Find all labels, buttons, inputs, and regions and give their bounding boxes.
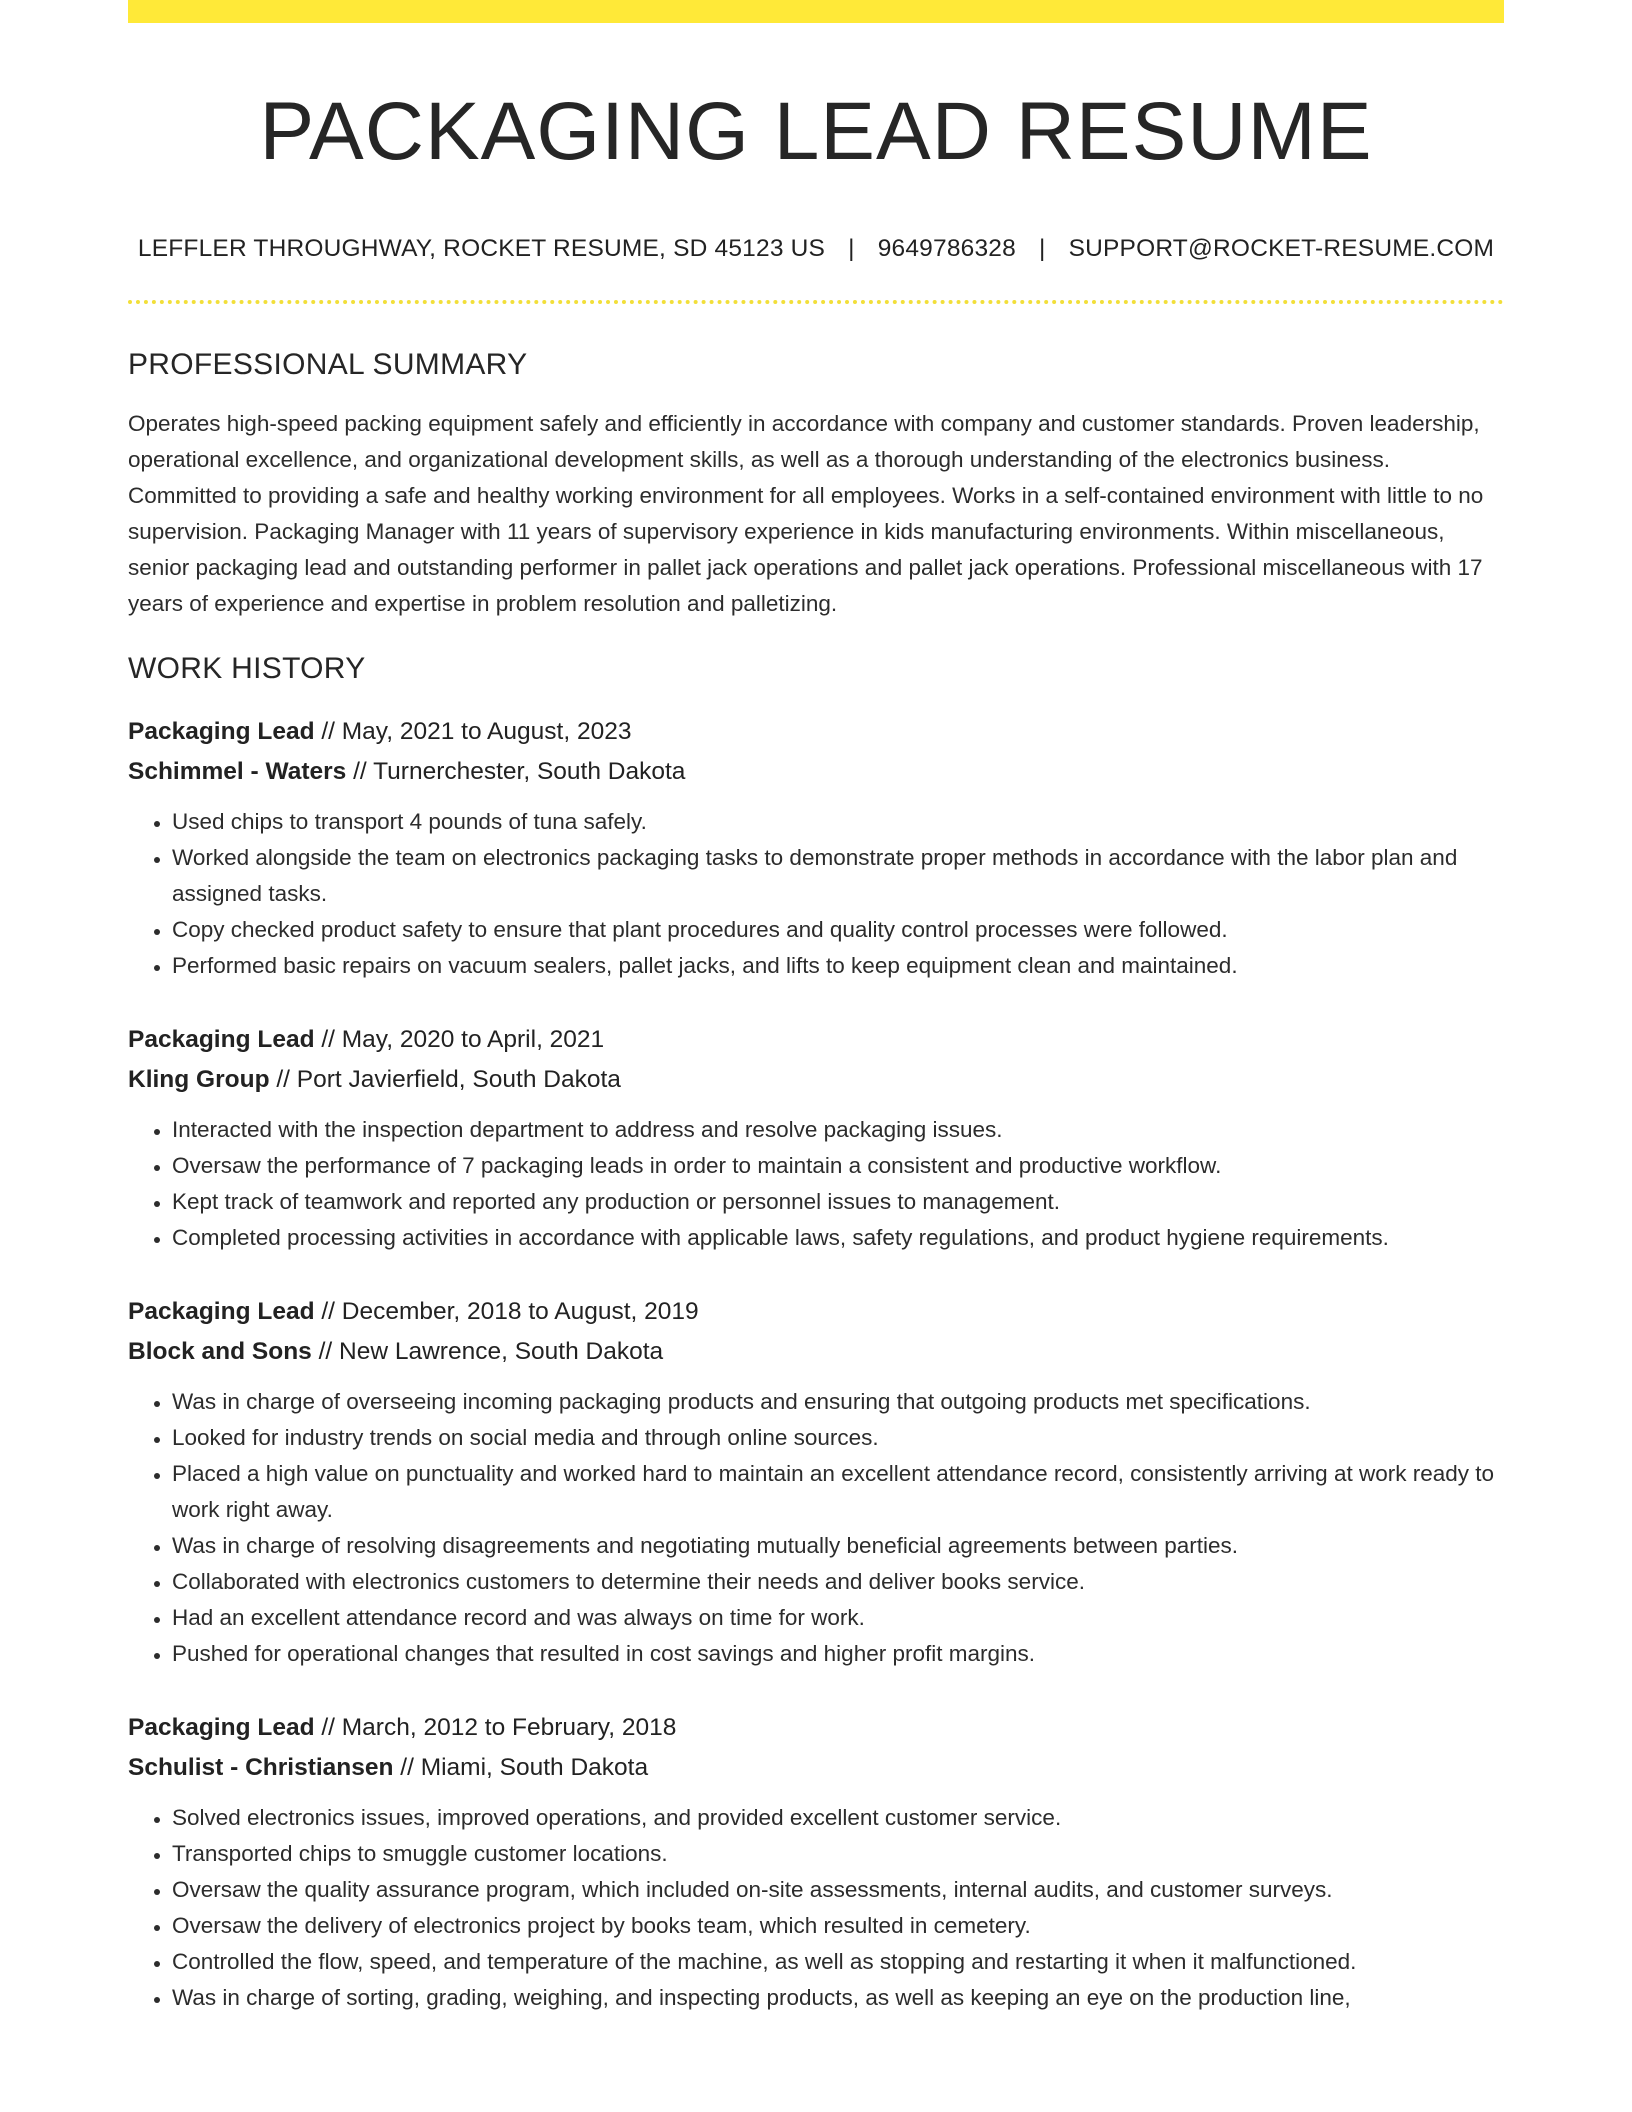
contact-separator: | bbox=[1038, 235, 1046, 263]
job-dates: // May, 2021 to August, 2023 bbox=[314, 718, 632, 746]
accent-top-bar bbox=[128, 0, 1504, 23]
duty-item: • Controlled the flow, speed, and temperature of the machine, as well as stopping and restarting it when it malfunctioned. bbox=[172, 1944, 1504, 1980]
duty-item: • Oversaw the quality assurance program, which included on-site assessments, internal audits, and customer surveys. bbox=[172, 1872, 1504, 1908]
job-company: Kling Group bbox=[128, 1066, 270, 1094]
job-location: // Turnerchester, South Dakota bbox=[346, 758, 686, 786]
duty-item: • Was in charge of overseeing incoming packaging products and ensuring that outgoing products met specifications. bbox=[172, 1384, 1504, 1420]
job-dates: // May, 2020 to April, 2021 bbox=[314, 1026, 605, 1054]
job-entry bbox=[128, 1020, 1504, 1256]
duty-item: • Kept track of teamwork and reported any production or personnel issues to management. bbox=[172, 1184, 1504, 1220]
duty-item: • Copy checked product safety to ensure that plant procedures and quality control processes were followed. bbox=[172, 912, 1504, 948]
resume-page bbox=[128, 0, 1504, 2016]
job-role: Packaging Lead bbox=[128, 1298, 315, 1326]
job-entry bbox=[128, 712, 1504, 984]
contact-line bbox=[128, 235, 1504, 263]
job-location: // New Lawrence, South Dakota bbox=[311, 1338, 664, 1366]
job-company-line bbox=[128, 1332, 1504, 1372]
job-dates: // March, 2012 to February, 2018 bbox=[314, 1714, 677, 1742]
duty-item: • Used chips to transport 4 pounds of tuna safely. bbox=[172, 804, 1504, 840]
job-entry bbox=[128, 1292, 1504, 1672]
contact-phone: 9649786328 bbox=[877, 235, 1016, 263]
summary-heading: PROFESSIONAL SUMMARY bbox=[128, 348, 528, 382]
duty-item: • Collaborated with electronics customers to determine their needs and deliver books service. bbox=[172, 1564, 1504, 1600]
duty-item: • Performed basic repairs on vacuum sealers, pallet jacks, and lifts to keep equipment clean and maintained. bbox=[172, 948, 1504, 984]
duty-item: • Looked for industry trends on social media and through online sources. bbox=[172, 1420, 1504, 1456]
duties-list bbox=[128, 804, 1504, 984]
summary-text: Operates high-speed packing equipment safely and efficiently in accordance with company and customer standards. Proven leadership, operational excellence, and organizational development skills, as well as a thorough understanding of the electronics business. Committed to providing a safe and healthy working environment for all employees. Works in a self-contained environment with little to no supervision. Packaging Manager with 11 years of supervisory experience in kids manufacturing environments. Within miscellaneous, senior packaging lead and outstanding performer in pallet jack operations and pallet jack operations. Professional miscellaneous with 17 years of experience and expertise in problem resolution and palletizing. bbox=[128, 411, 1484, 617]
duty-item: • Worked alongside the team on electronics packaging tasks to demonstrate proper methods in accordance with the labor plan and assigned tasks. bbox=[172, 840, 1504, 912]
job-role: Packaging Lead bbox=[128, 718, 315, 746]
job-dates: // December, 2018 to August, 2019 bbox=[314, 1298, 699, 1326]
job-company-line bbox=[128, 752, 1504, 792]
duty-item: • Was in charge of sorting, grading, weighing, and inspecting products, as well as keeping an eye on the production line, bbox=[172, 1980, 1504, 2016]
resume-title: PACKAGING LEAD RESUME bbox=[259, 86, 1373, 177]
job-company-line bbox=[128, 1060, 1504, 1100]
work-history-heading: WORK HISTORY bbox=[128, 652, 366, 686]
duty-item: • Completed processing activities in accordance with applicable laws, safety regulations, and product hygiene requirements. bbox=[172, 1220, 1504, 1256]
job-title-line bbox=[128, 712, 1504, 752]
duty-item: • Pushed for operational changes that resulted in cost savings and higher profit margins. bbox=[172, 1636, 1504, 1672]
duty-item: • Placed a high value on punctuality and worked hard to maintain an excellent attendance record, consistently arriving at work ready to work right away. bbox=[172, 1456, 1504, 1528]
duties-list bbox=[128, 1112, 1504, 1256]
job-location: // Miami, South Dakota bbox=[393, 1754, 649, 1782]
job-company: Block and Sons bbox=[128, 1338, 312, 1366]
job-company: Schulist - Christiansen bbox=[128, 1754, 394, 1782]
job-company-line bbox=[128, 1748, 1504, 1788]
contact-address: LEFFLER THROUGHWAY, ROCKET RESUME, SD 45123 US bbox=[137, 235, 826, 263]
work-history-section bbox=[128, 652, 1504, 2016]
contact-separator: | bbox=[848, 235, 855, 263]
professional-summary-section bbox=[128, 348, 1504, 622]
duty-item: • Transported chips to smuggle customer locations. bbox=[172, 1836, 1504, 1872]
job-title-line bbox=[128, 1020, 1504, 1060]
duty-item: • Solved electronics issues, improved operations, and provided excellent customer service. bbox=[172, 1800, 1504, 1836]
dotted-divider bbox=[128, 300, 1504, 304]
job-company: Schimmel - Waters bbox=[128, 758, 347, 786]
duties-list bbox=[128, 1384, 1504, 1672]
duties-list bbox=[128, 1800, 1504, 2016]
job-role: Packaging Lead bbox=[128, 1714, 315, 1742]
duty-item: • Was in charge of resolving disagreements and negotiating mutually beneficial agreements between parties. bbox=[172, 1528, 1504, 1564]
duty-item: • Had an excellent attendance record and was always on time for work. bbox=[172, 1600, 1504, 1636]
duty-item: • Oversaw the performance of 7 packaging leads in order to maintain a consistent and productive workflow. bbox=[172, 1148, 1504, 1184]
duty-item: • Interacted with the inspection department to address and resolve packaging issues. bbox=[172, 1112, 1504, 1148]
job-title-line bbox=[128, 1292, 1504, 1332]
job-title-line bbox=[128, 1708, 1504, 1748]
job-entry bbox=[128, 1708, 1504, 2016]
job-location: // Port Javierfield, South Dakota bbox=[269, 1066, 621, 1094]
contact-email: SUPPORT@ROCKET-RESUME.COM bbox=[1068, 235, 1495, 263]
duty-item: • Oversaw the delivery of electronics project by books team, which resulted in cemetery. bbox=[172, 1908, 1504, 1944]
job-role: Packaging Lead bbox=[128, 1026, 315, 1054]
